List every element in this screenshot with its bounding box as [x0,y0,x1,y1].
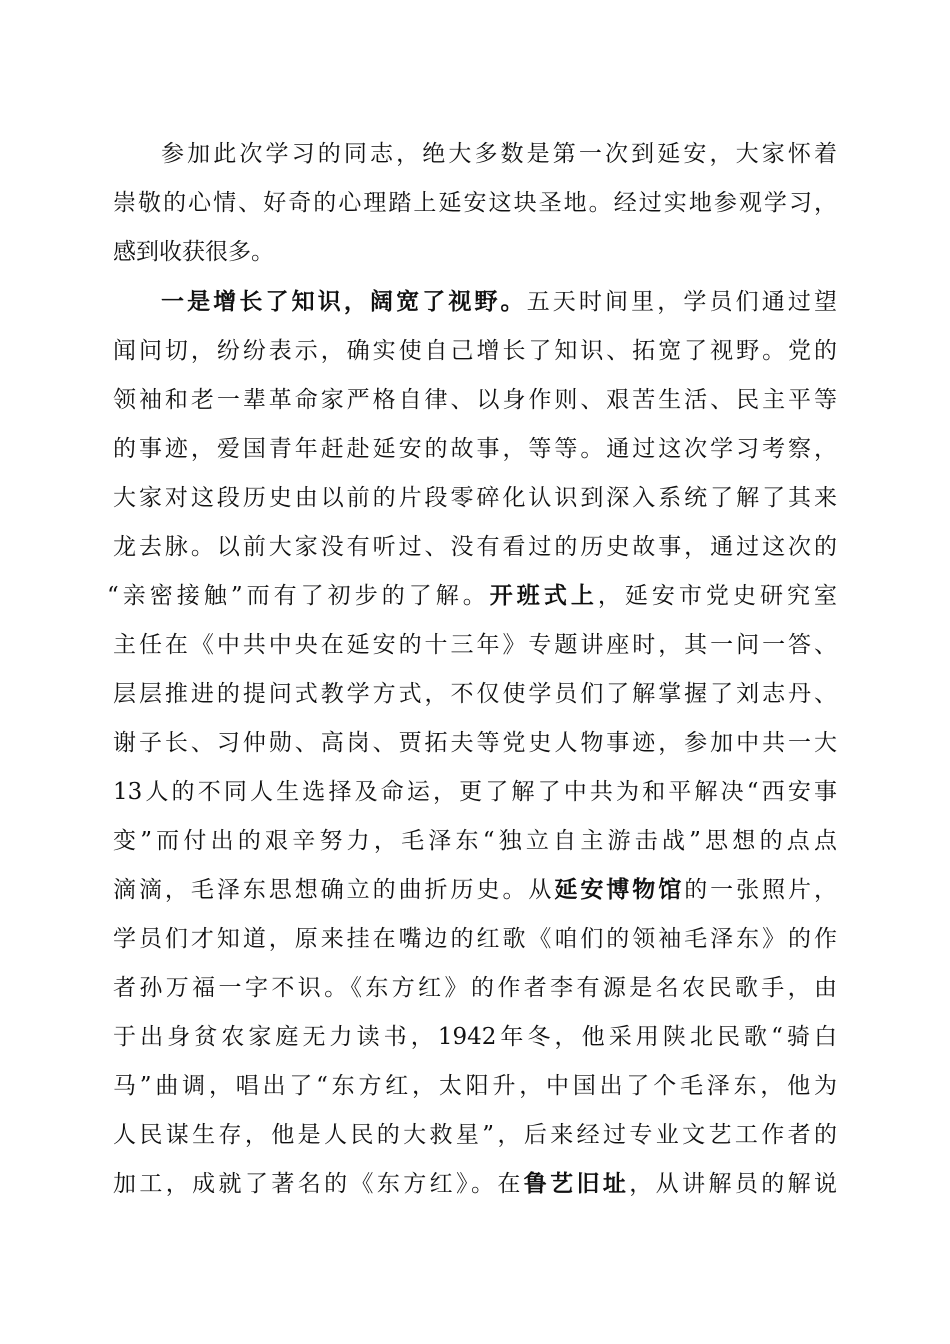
text-line: 变”而付出的艰辛努力，毛泽东“独立自主游击战”思想的点点 [113,828,837,854]
bold-phrase: 开班式上 [489,583,598,609]
text-line [113,1166,837,1215]
text-span: “亲密接触”而有了初步的了解。 [107,583,490,609]
text-line: 的事迹，爱国青年赶赴延安的故事，等等。通过这次学习考察， [113,436,837,462]
text-span: ，从讲解员的解说 [629,1171,838,1197]
text-line: 闻问切，纷纷表示，确实使自己增长了知识、拓宽了视野。党的 [113,338,837,364]
text-line: 感到收获很多。 [113,239,274,265]
paragraph-knowledge [107,284,838,1215]
text-line [113,872,837,921]
text-line [107,578,837,627]
text-line: 主任在《中共中央在延安的十三年》专题讲座时，其一问一答、 [113,632,837,658]
text-line: 学员们才知道，原来挂在嘴边的红歌《咱们的领袖毛泽东》的作 [113,926,837,952]
text-line: 13人的不同人生选择及命运，更了解了中共为和平解决“西安事 [113,779,837,805]
paragraph-intro [113,136,837,283]
text-span: 的一张照片， [684,877,838,903]
text-line: 人民谋生存，他是人民的大救星”，后来经过专业文艺工作者的 [113,1122,837,1148]
text-line: 于出身贫农家庭无力读书，1942年冬，他采用陕北民歌“骑白 [113,1024,837,1050]
text-line: 马”曲调，唱出了“东方红，太阳升，中国出了个毛泽东，他为 [113,1073,837,1099]
text-line: 参加此次学习的同志，绝大多数是第一次到延安，大家怀着 [161,141,837,167]
text-span: ，延安市党史研究室 [597,583,837,609]
text-line: 层层推进的提问式教学方式，不仅使学员们了解掌握了刘志丹、 [113,681,837,707]
text-line: 龙去脉。以前大家没有听过、没有看过的历史故事，通过这次的 [113,534,837,560]
text-line: 者孙万福一字不识。《东方红》的作者李有源是名农民歌手，由 [113,975,837,1001]
text-line: 领袖和老一辈革命家严格自律、以身作则、艰苦生活、民主平等 [113,387,837,413]
text-span: 加工，成就了著名的《东方红》。在 [113,1171,524,1197]
text-line: 崇敬的心情、好奇的心理踏上延安这块圣地。经过实地参观学习， [113,190,837,216]
text-span: 滴滴，毛泽东思想确立的曲折历史。从 [113,877,555,903]
text-span: 五天时间里，学员们通过望 [526,289,838,315]
section-heading: 一是增长了知识，阔宽了视野。 [161,289,527,315]
bold-phrase: 延安博物馆 [554,877,685,903]
text-line: 谢子长、习仲勋、高岗、贾拓夫等党史人物事迹，参加中共一大 [113,730,837,756]
text-line: 大家对这段历史由以前的片段零碎化认识到深入系统了解了其来 [113,485,837,511]
text-line [113,284,837,333]
bold-phrase: 鲁艺旧址 [523,1171,630,1197]
